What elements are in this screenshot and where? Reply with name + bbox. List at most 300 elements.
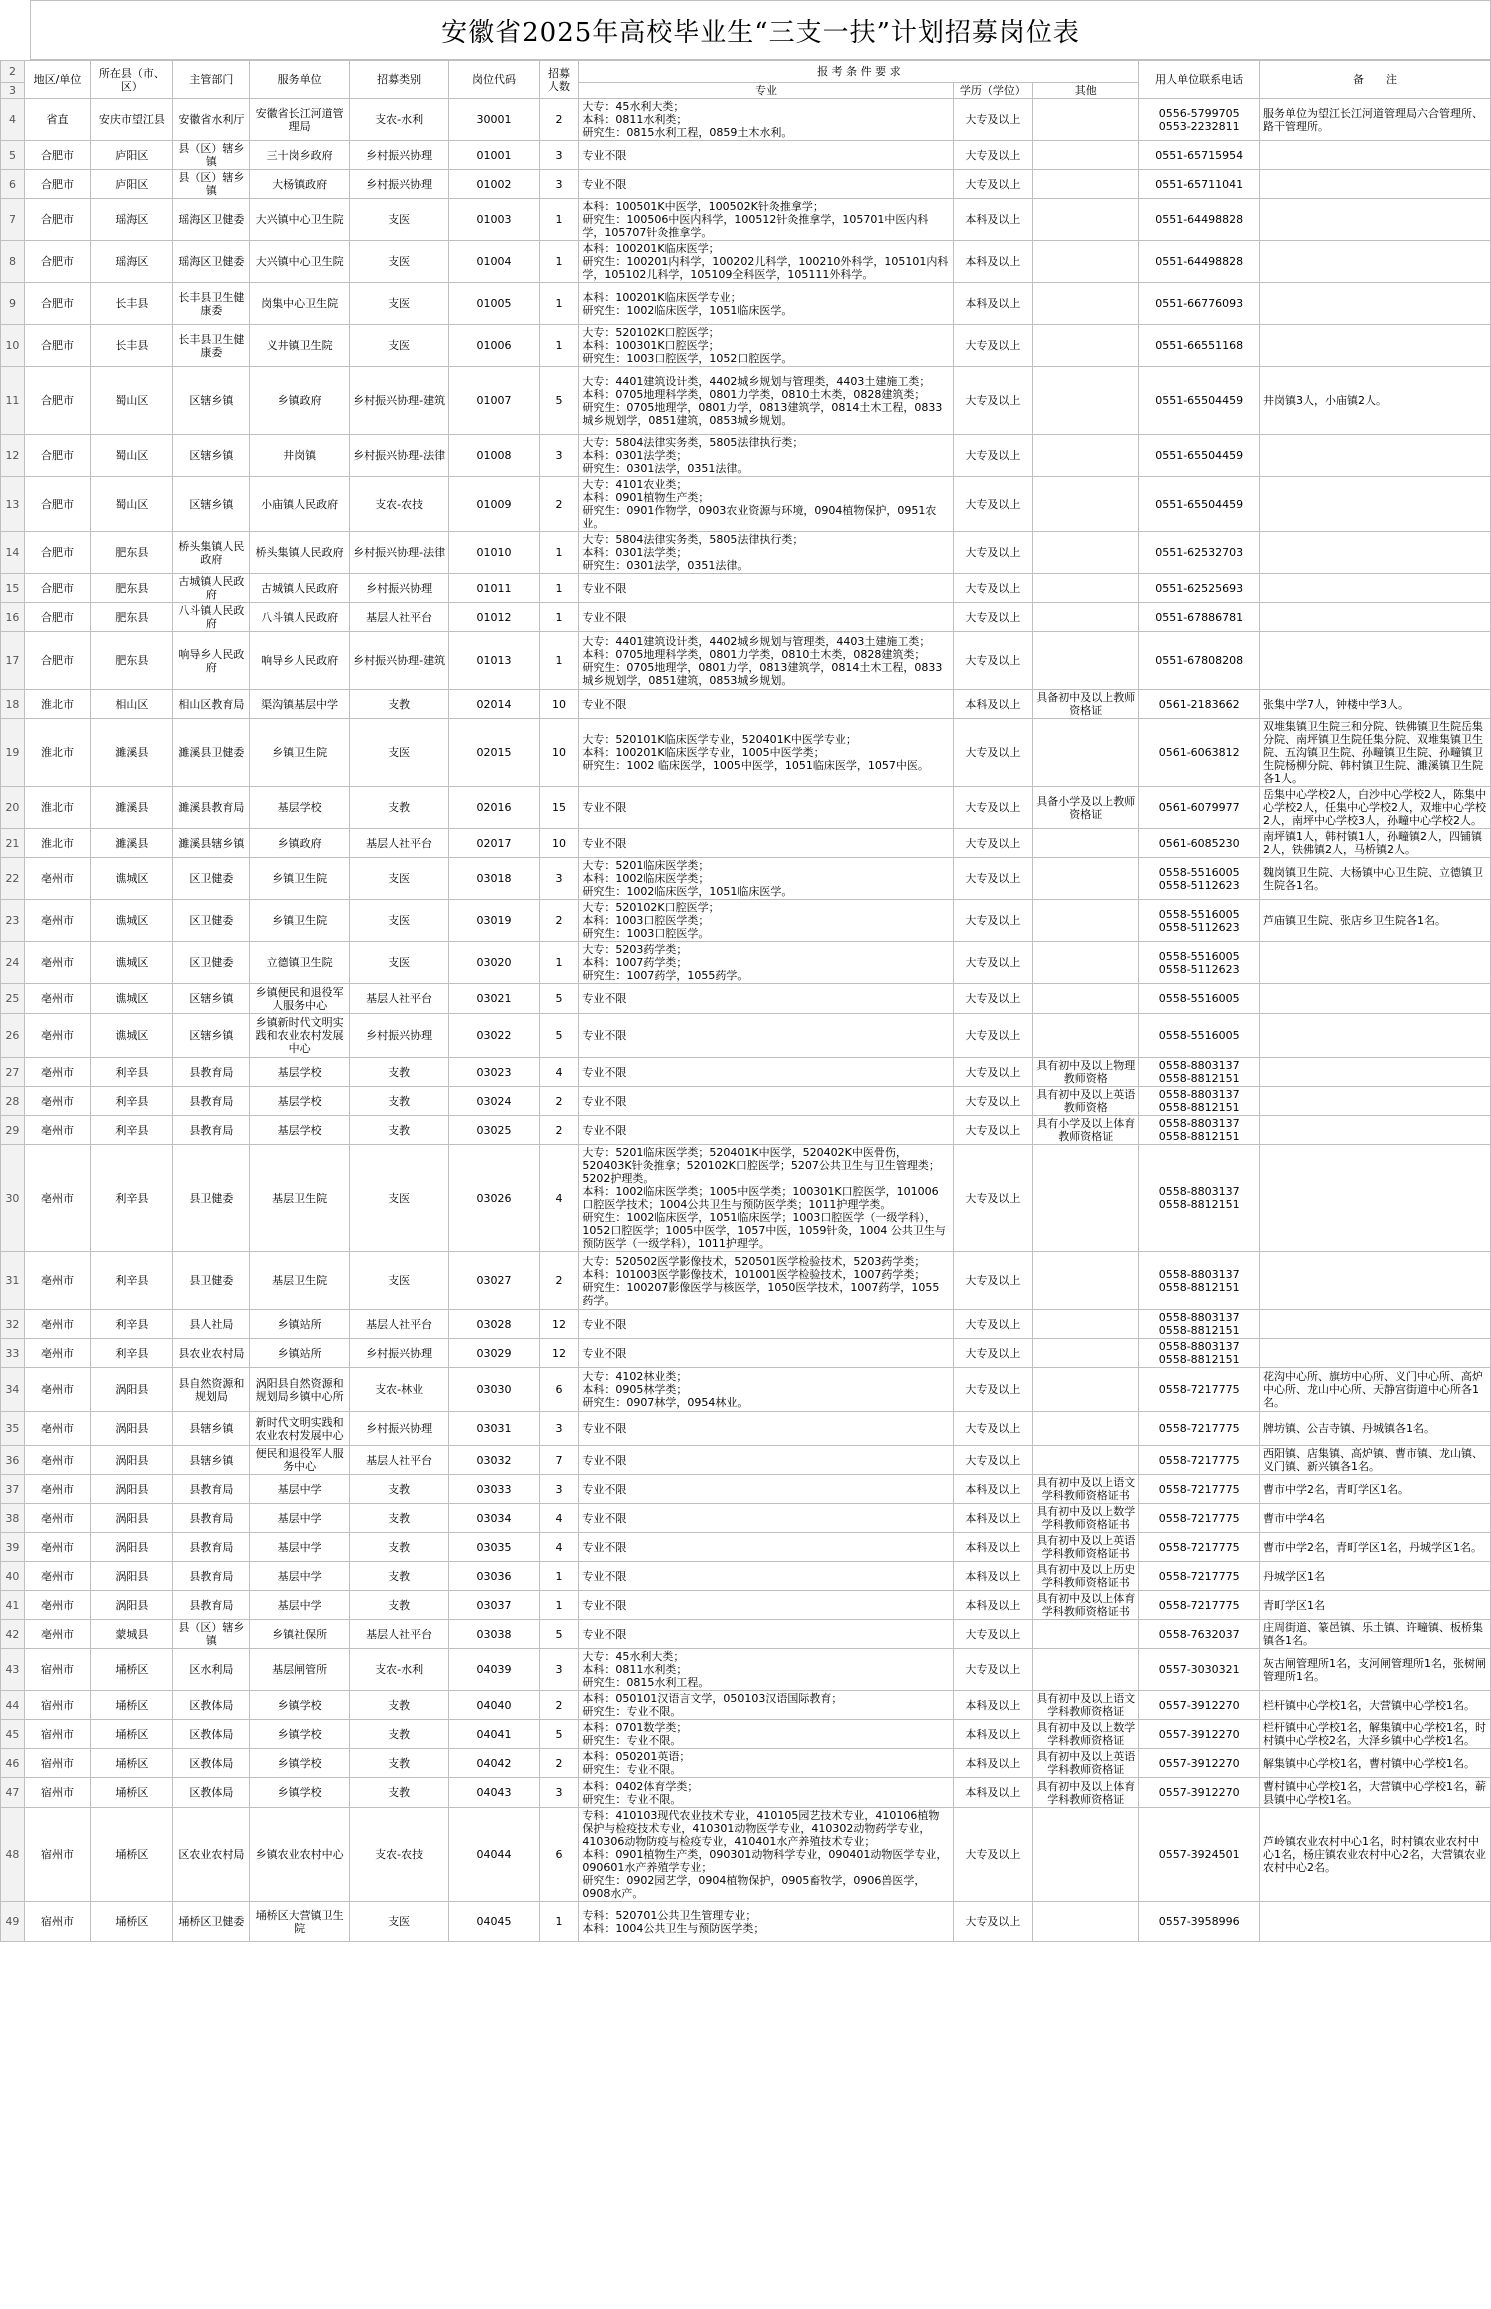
phone-cell: 0558-5516005 0558-5112623	[1139, 858, 1260, 900]
code-cell: 01006	[449, 325, 539, 367]
table-row	[1, 829, 1491, 858]
count-cell: 4	[539, 1533, 579, 1562]
county-cell: 埇桥区	[91, 1808, 173, 1902]
region-cell: 合肥市	[24, 325, 90, 367]
position-table	[0, 60, 1491, 1942]
dept-cell: 县教育局	[173, 1058, 250, 1087]
unit-cell: 乡镇便民和退役军人服务中心	[250, 984, 350, 1014]
region-cell: 淮北市	[24, 690, 90, 719]
unit-cell: 古城镇人民政府	[250, 574, 350, 603]
phone-cell: 0558-5516005	[1139, 1014, 1260, 1058]
other-cell	[1033, 719, 1139, 787]
category-cell: 基层人社平台	[349, 829, 449, 858]
other-cell: 具有小学及以上体育教师资格证	[1033, 1116, 1139, 1145]
other-cell	[1033, 1014, 1139, 1058]
dept-cell: 长丰县卫生健康委	[173, 325, 250, 367]
code-cell: 01008	[449, 435, 539, 477]
count-cell: 3	[539, 141, 579, 170]
phone-cell: 0558-7217775	[1139, 1475, 1260, 1504]
row-number: 22	[1, 858, 25, 900]
county-cell: 埇桥区	[91, 1649, 173, 1691]
note-cell: 芦岭镇农业农村中心1名，时村镇农业农村中心1名，杨庄镇农业农村中心2名，大营镇农业农村中心2名。	[1260, 1808, 1491, 1902]
county-cell: 利辛县	[91, 1087, 173, 1116]
major-cell: 专业不限	[579, 1620, 953, 1649]
region-cell: 亳州市	[24, 984, 90, 1014]
code-cell: 03028	[449, 1310, 539, 1339]
major-cell: 本科：050101汉语言文学，050103汉语国际教育； 研究生：专业不限。	[579, 1691, 953, 1720]
phone-cell: 0558-8803137 0558-8812151	[1139, 1310, 1260, 1339]
category-cell: 支医	[349, 900, 449, 942]
unit-cell: 基层学校	[250, 787, 350, 829]
code-cell: 01007	[449, 367, 539, 435]
other-cell	[1033, 603, 1139, 632]
region-cell: 亳州市	[24, 900, 90, 942]
other-cell	[1033, 532, 1139, 574]
edu-cell: 本科及以上	[953, 199, 1033, 241]
header-other: 其他	[1033, 83, 1139, 99]
county-cell: 埇桥区	[91, 1749, 173, 1778]
count-cell: 10	[539, 719, 579, 787]
edu-cell: 本科及以上	[953, 1691, 1033, 1720]
county-cell: 濉溪县	[91, 787, 173, 829]
table-row	[1, 199, 1491, 241]
header-county: 所在县（市、区）	[91, 61, 173, 99]
dept-cell: 瑶海区卫健委	[173, 241, 250, 283]
other-cell	[1033, 367, 1139, 435]
table-row	[1, 1412, 1491, 1446]
count-cell: 5	[539, 1620, 579, 1649]
unit-cell: 涡阳县自然资源和规划局乡镇中心所	[250, 1368, 350, 1412]
note-cell	[1260, 477, 1491, 532]
table-row	[1, 99, 1491, 141]
unit-cell: 乡镇新时代文明实践和农业农村发展中心	[250, 1014, 350, 1058]
phone-cell: 0561-6079977	[1139, 787, 1260, 829]
table-row	[1, 1649, 1491, 1691]
category-cell: 基层人社平台	[349, 603, 449, 632]
row-number: 41	[1, 1591, 25, 1620]
region-cell: 淮北市	[24, 719, 90, 787]
count-cell: 3	[539, 435, 579, 477]
category-cell: 支教	[349, 1533, 449, 1562]
unit-cell: 基层学校	[250, 1116, 350, 1145]
dept-cell: 县卫健委	[173, 1145, 250, 1252]
header-edu: 学历（学位）	[953, 83, 1033, 99]
other-cell: 具有初中及以上语文学科教师资格证书	[1033, 1475, 1139, 1504]
county-cell: 蜀山区	[91, 367, 173, 435]
row-number: 14	[1, 532, 25, 574]
region-cell: 合肥市	[24, 367, 90, 435]
other-cell: 具有初中及以上数学学科教师资格证书	[1033, 1504, 1139, 1533]
note-cell	[1260, 141, 1491, 170]
category-cell: 支医	[349, 719, 449, 787]
edu-cell: 大专及以上	[953, 787, 1033, 829]
phone-cell: 0558-7217775	[1139, 1533, 1260, 1562]
region-cell: 合肥市	[24, 141, 90, 170]
code-cell: 01011	[449, 574, 539, 603]
note-cell	[1260, 984, 1491, 1014]
edu-cell: 大专及以上	[953, 367, 1033, 435]
dept-cell: 县卫健委	[173, 1252, 250, 1310]
header-note: 备 注	[1260, 61, 1491, 99]
table-row	[1, 1368, 1491, 1412]
code-cell: 03021	[449, 984, 539, 1014]
county-cell: 涡阳县	[91, 1533, 173, 1562]
row-number: 47	[1, 1778, 25, 1808]
unit-cell: 乡镇学校	[250, 1778, 350, 1808]
row-number: 15	[1, 574, 25, 603]
region-cell: 亳州市	[24, 1014, 90, 1058]
phone-cell: 0557-3912270	[1139, 1691, 1260, 1720]
major-cell: 专业不限	[579, 1504, 953, 1533]
phone-cell: 0558-5516005 0558-5112623	[1139, 900, 1260, 942]
other-cell	[1033, 632, 1139, 690]
unit-cell: 乡镇政府	[250, 829, 350, 858]
table-row	[1, 1145, 1491, 1252]
table-row	[1, 1475, 1491, 1504]
dept-cell: 县（区）辖乡镇	[173, 1620, 250, 1649]
region-cell: 合肥市	[24, 603, 90, 632]
category-cell: 乡村振兴协理	[349, 1339, 449, 1368]
code-cell: 03035	[449, 1533, 539, 1562]
phone-cell: 0558-8803137 0558-8812151	[1139, 1252, 1260, 1310]
row-number: 17	[1, 632, 25, 690]
category-cell: 基层人社平台	[349, 1446, 449, 1475]
category-cell: 乡村振兴协理-法律	[349, 532, 449, 574]
table-row	[1, 690, 1491, 719]
code-cell: 01010	[449, 532, 539, 574]
region-cell: 亳州市	[24, 1562, 90, 1591]
code-cell: 03033	[449, 1475, 539, 1504]
code-cell: 03024	[449, 1087, 539, 1116]
other-cell: 具有初中及以上英语学科教师资格证书	[1033, 1533, 1139, 1562]
county-cell: 瑶海区	[91, 241, 173, 283]
edu-cell: 大专及以上	[953, 1145, 1033, 1252]
edu-cell: 本科及以上	[953, 1504, 1033, 1533]
table-row	[1, 787, 1491, 829]
count-cell: 3	[539, 858, 579, 900]
other-cell	[1033, 199, 1139, 241]
header-code: 岗位代码	[449, 61, 539, 99]
count-cell: 1	[539, 1902, 579, 1942]
code-cell: 03029	[449, 1339, 539, 1368]
row-number: 25	[1, 984, 25, 1014]
note-cell: 牌坊镇、公吉寺镇、丹城镇各1名。	[1260, 1412, 1491, 1446]
sheet-title	[30, 0, 1491, 60]
note-cell	[1260, 1014, 1491, 1058]
county-cell: 涡阳县	[91, 1562, 173, 1591]
county-cell: 埇桥区	[91, 1720, 173, 1749]
other-cell	[1033, 1808, 1139, 1902]
count-cell: 1	[539, 574, 579, 603]
count-cell: 2	[539, 900, 579, 942]
major-cell: 专业不限	[579, 1058, 953, 1087]
category-cell: 支教	[349, 1475, 449, 1504]
edu-cell: 大专及以上	[953, 1116, 1033, 1145]
row-number: 31	[1, 1252, 25, 1310]
table-row	[1, 241, 1491, 283]
row-number: 8	[1, 241, 25, 283]
major-cell: 专业不限	[579, 1412, 953, 1446]
other-cell	[1033, 1310, 1139, 1339]
count-cell: 1	[539, 283, 579, 325]
phone-cell: 0558-8803137 0558-8812151	[1139, 1339, 1260, 1368]
unit-cell: 乡镇学校	[250, 1691, 350, 1720]
dept-cell: 区农业农村局	[173, 1808, 250, 1902]
row-number: 7	[1, 199, 25, 241]
major-cell: 本科：0701数学类； 研究生：专业不限。	[579, 1720, 953, 1749]
category-cell: 支医	[349, 1902, 449, 1942]
code-cell: 03030	[449, 1368, 539, 1412]
edu-cell: 大专及以上	[953, 900, 1033, 942]
table-row	[1, 574, 1491, 603]
note-cell: 岳集中心学校2人，白沙中心学校2人，陈集中心学校2人，任集中心学校2人，双堆中心学校2人，南坪中心学校3人，孙疃中心学校2人。	[1260, 787, 1491, 829]
region-cell: 亳州市	[24, 1620, 90, 1649]
row-number: 29	[1, 1116, 25, 1145]
code-cell: 03034	[449, 1504, 539, 1533]
dept-cell: 县人社局	[173, 1310, 250, 1339]
header-unit: 服务单位	[250, 61, 350, 99]
major-cell: 专业不限	[579, 1591, 953, 1620]
unit-cell: 乡镇政府	[250, 367, 350, 435]
code-cell: 30001	[449, 99, 539, 141]
major-cell: 专业不限	[579, 690, 953, 719]
code-cell: 03022	[449, 1014, 539, 1058]
count-cell: 3	[539, 1649, 579, 1691]
category-cell: 乡村振兴协理	[349, 1014, 449, 1058]
county-cell: 蒙城县	[91, 1620, 173, 1649]
row-number: 32	[1, 1310, 25, 1339]
category-cell: 支教	[349, 787, 449, 829]
table-row	[1, 1339, 1491, 1368]
region-cell: 亳州市	[24, 1087, 90, 1116]
category-cell: 支教	[349, 1720, 449, 1749]
row-number: 46	[1, 1749, 25, 1778]
county-cell: 相山区	[91, 690, 173, 719]
note-cell: 芦庙镇卫生院、张店乡卫生院各1名。	[1260, 900, 1491, 942]
phone-cell: 0558-7217775	[1139, 1504, 1260, 1533]
count-cell: 3	[539, 1778, 579, 1808]
edu-cell: 本科及以上	[953, 1562, 1033, 1591]
note-cell: 西阳镇、店集镇、高炉镇、曹市镇、龙山镇、义门镇、新兴镇各1名。	[1260, 1446, 1491, 1475]
edu-cell: 大专及以上	[953, 1368, 1033, 1412]
unit-cell: 渠沟镇基层中学	[250, 690, 350, 719]
edu-cell: 大专及以上	[953, 1620, 1033, 1649]
table-row	[1, 942, 1491, 984]
note-cell	[1260, 1087, 1491, 1116]
region-cell: 宿州市	[24, 1691, 90, 1720]
table-row	[1, 603, 1491, 632]
edu-cell: 大专及以上	[953, 99, 1033, 141]
region-cell: 宿州市	[24, 1778, 90, 1808]
unit-cell: 乡镇农业农村中心	[250, 1808, 350, 1902]
unit-cell: 新时代文明实践和农业农村发展中心	[250, 1412, 350, 1446]
table-row	[1, 435, 1491, 477]
county-cell: 谯城区	[91, 1014, 173, 1058]
note-cell: 南坪镇1人，韩村镇1人，孙疃镇2人，四铺镇2人，铁佛镇2人，马桥镇2人。	[1260, 829, 1491, 858]
dept-cell: 县自然资源和规划局	[173, 1368, 250, 1412]
county-cell: 蜀山区	[91, 477, 173, 532]
code-cell: 03036	[449, 1562, 539, 1591]
county-cell: 庐阳区	[91, 170, 173, 199]
table-row	[1, 1562, 1491, 1591]
row-number: 24	[1, 942, 25, 984]
count-cell: 10	[539, 690, 579, 719]
note-cell	[1260, 1058, 1491, 1087]
unit-cell: 桥头集镇人民政府	[250, 532, 350, 574]
table-row	[1, 1591, 1491, 1620]
dept-cell: 区辖乡镇	[173, 477, 250, 532]
dept-cell: 区教体局	[173, 1720, 250, 1749]
region-cell: 亳州市	[24, 1339, 90, 1368]
note-cell: 庄周街道、篆邑镇、乐土镇、许疃镇、板桥集镇各1名。	[1260, 1620, 1491, 1649]
count-cell: 1	[539, 632, 579, 690]
code-cell: 02014	[449, 690, 539, 719]
unit-cell: 基层学校	[250, 1087, 350, 1116]
table-row	[1, 1504, 1491, 1533]
count-cell: 1	[539, 325, 579, 367]
count-cell: 1	[539, 1562, 579, 1591]
county-cell: 蜀山区	[91, 435, 173, 477]
phone-cell: 0551-67886781	[1139, 603, 1260, 632]
code-cell: 03025	[449, 1116, 539, 1145]
county-cell: 涡阳县	[91, 1446, 173, 1475]
note-cell: 服务单位为望江长江河道管理局六合管理所、路干管理所。	[1260, 99, 1491, 141]
phone-cell: 0557-3912270	[1139, 1749, 1260, 1778]
table-row	[1, 1014, 1491, 1058]
unit-cell: 乡镇卫生院	[250, 858, 350, 900]
note-cell: 栏杆镇中心学校1名，大营镇中心学校1名。	[1260, 1691, 1491, 1720]
row-number: 12	[1, 435, 25, 477]
county-cell: 利辛县	[91, 1116, 173, 1145]
region-cell: 亳州市	[24, 1058, 90, 1087]
county-cell: 长丰县	[91, 325, 173, 367]
major-cell: 专业不限	[579, 1310, 953, 1339]
dept-cell: 区辖乡镇	[173, 435, 250, 477]
edu-cell: 大专及以上	[953, 858, 1033, 900]
major-cell: 专业不限	[579, 141, 953, 170]
row-number: 10	[1, 325, 25, 367]
dept-cell: 濉溪县辖乡镇	[173, 829, 250, 858]
note-cell: 丹城学区1名	[1260, 1562, 1491, 1591]
dept-cell: 县（区）辖乡镇	[173, 170, 250, 199]
edu-cell: 大专及以上	[953, 141, 1033, 170]
table-row	[1, 141, 1491, 170]
category-cell: 支农-林业	[349, 1368, 449, 1412]
phone-cell: 0558-8803137 0558-8812151	[1139, 1145, 1260, 1252]
edu-cell: 大专及以上	[953, 170, 1033, 199]
note-cell: 栏杆镇中心学校1名，解集镇中心学校1名，时村镇中心学校2名，大泽乡镇中心学校1名。	[1260, 1720, 1491, 1749]
region-cell: 亳州市	[24, 1475, 90, 1504]
row-number: 4	[1, 99, 25, 141]
phone-cell: 0561-6063812	[1139, 719, 1260, 787]
region-cell: 亳州市	[24, 942, 90, 984]
major-cell: 专业不限	[579, 1339, 953, 1368]
category-cell: 支农-农技	[349, 1808, 449, 1902]
phone-cell: 0558-7217775	[1139, 1446, 1260, 1475]
other-cell	[1033, 829, 1139, 858]
edu-cell: 本科及以上	[953, 1749, 1033, 1778]
note-cell: 解集镇中心学校1名，曹村镇中心学校1名。	[1260, 1749, 1491, 1778]
unit-cell: 便民和退役军人服务中心	[250, 1446, 350, 1475]
code-cell: 01003	[449, 199, 539, 241]
code-cell: 01009	[449, 477, 539, 532]
county-cell: 肥东县	[91, 632, 173, 690]
other-cell: 具有初中及以上历史学科教师资格证书	[1033, 1562, 1139, 1591]
category-cell: 乡村振兴协理-建筑	[349, 632, 449, 690]
category-cell: 支农-水利	[349, 99, 449, 141]
county-cell: 利辛县	[91, 1058, 173, 1087]
unit-cell: 响导乡人民政府	[250, 632, 350, 690]
code-cell: 04043	[449, 1778, 539, 1808]
region-cell: 亳州市	[24, 1504, 90, 1533]
dept-cell: 县教育局	[173, 1591, 250, 1620]
table-row	[1, 532, 1491, 574]
unit-cell: 基层闸管所	[250, 1649, 350, 1691]
table-row	[1, 477, 1491, 532]
note-cell	[1260, 1902, 1491, 1942]
edu-cell: 大专及以上	[953, 574, 1033, 603]
note-cell	[1260, 170, 1491, 199]
major-cell: 专业不限	[579, 1475, 953, 1504]
row-number: 6	[1, 170, 25, 199]
other-cell	[1033, 1446, 1139, 1475]
major-cell: 本科：100501K中医学，100502K针灸推拿学； 研究生：100506中医内科学，100512针灸推拿学，105701中医内科学，105707针灸推拿学。	[579, 199, 953, 241]
header-phone: 用人单位联系电话	[1139, 61, 1260, 99]
county-cell: 涡阳县	[91, 1368, 173, 1412]
code-cell: 01012	[449, 603, 539, 632]
code-cell: 02016	[449, 787, 539, 829]
category-cell: 支教	[349, 1058, 449, 1087]
dept-cell: 八斗镇人民政府	[173, 603, 250, 632]
category-cell: 支教	[349, 1778, 449, 1808]
region-cell: 亳州市	[24, 1533, 90, 1562]
edu-cell: 大专及以上	[953, 1014, 1033, 1058]
category-cell: 乡村振兴协理	[349, 1412, 449, 1446]
major-cell: 本科：100201K临床医学专业； 研究生：1002临床医学，1051临床医学。	[579, 283, 953, 325]
count-cell: 15	[539, 787, 579, 829]
code-cell: 03019	[449, 900, 539, 942]
unit-cell: 乡镇站所	[250, 1310, 350, 1339]
row-number: 5	[1, 141, 25, 170]
table-row	[1, 719, 1491, 787]
phone-cell: 0551-64498828	[1139, 199, 1260, 241]
table-row	[1, 1087, 1491, 1116]
phone-cell: 0551-65504459	[1139, 367, 1260, 435]
category-cell: 支医	[349, 1252, 449, 1310]
edu-cell: 大专及以上	[953, 719, 1033, 787]
note-cell	[1260, 603, 1491, 632]
region-cell: 合肥市	[24, 283, 90, 325]
count-cell: 5	[539, 1014, 579, 1058]
edu-cell: 大专及以上	[953, 632, 1033, 690]
phone-cell: 0551-64498828	[1139, 241, 1260, 283]
unit-cell: 义井镇卫生院	[250, 325, 350, 367]
county-cell: 涡阳县	[91, 1475, 173, 1504]
row-number: 34	[1, 1368, 25, 1412]
county-cell: 谯城区	[91, 942, 173, 984]
sheet-title-text: 安徽省2025年高校毕业生“三支一扶”计划招募岗位表	[441, 17, 1080, 48]
table-row	[1, 1808, 1491, 1902]
note-cell	[1260, 1252, 1491, 1310]
region-cell: 合肥市	[24, 632, 90, 690]
county-cell: 濉溪县	[91, 719, 173, 787]
phone-cell: 0558-5516005 0558-5112623	[1139, 942, 1260, 984]
table-row	[1, 1902, 1491, 1942]
category-cell: 支医	[349, 942, 449, 984]
unit-cell: 大杨镇政府	[250, 170, 350, 199]
other-cell	[1033, 1339, 1139, 1368]
county-cell: 利辛县	[91, 1310, 173, 1339]
